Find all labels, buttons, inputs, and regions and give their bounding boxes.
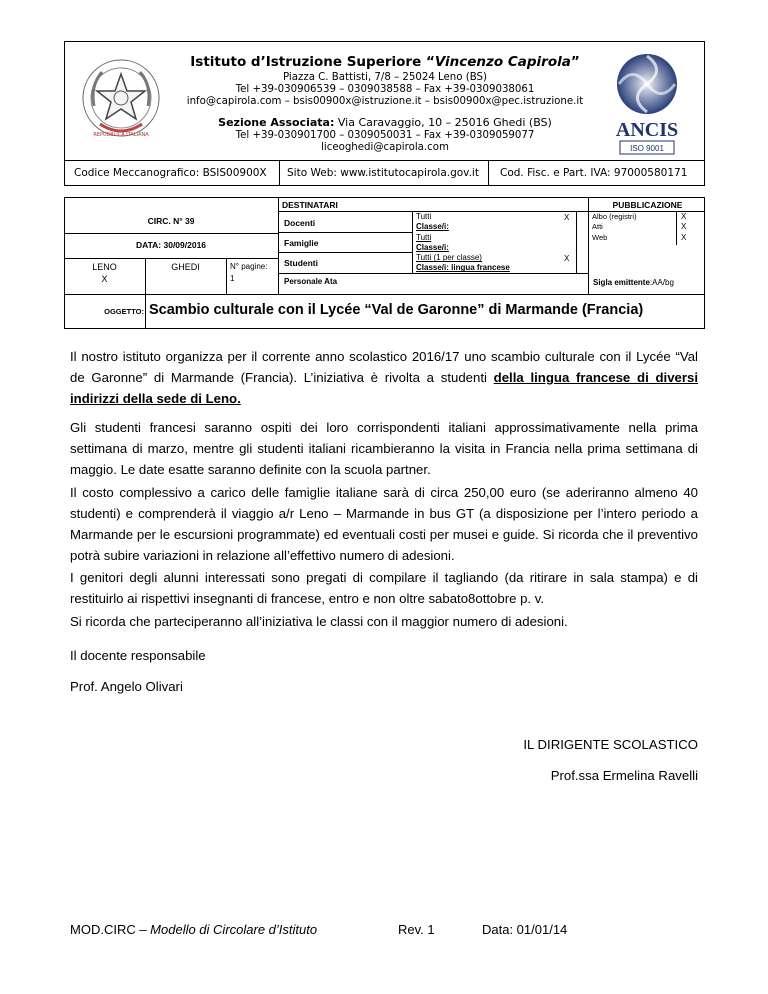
docente-label: Il docente responsabile bbox=[70, 648, 206, 663]
paragraph-parents: I genitori degli alunni interessati sono pregati di compilare il tagliando (da ritirare in sala stampa) e di restituirlo ai rispettivi insegnanti di francese, entro e non oltre sabato8ottobre p. v. bbox=[70, 570, 698, 606]
destinatari-rows bbox=[416, 212, 576, 274]
paragraph-costs: Il costo complessivo a carico delle famiglie italiane sarà di circa 250,00 euro (se aderiranno almeno 40 studenti) e comprenderà il viaggio a/r Leno – Marmande in bus GT (a disposizione per l’intero periodo a Marmande per le escursioni programmate) ed eventuali costi per musei e guide. Si ricorda che il preventivo potrà subire variazioni in relazione all’effettivo numero di adesioni. bbox=[70, 485, 698, 563]
footer-model: MOD.CIRC – Modello di Circolare d’Istituto bbox=[70, 922, 318, 937]
circ-date: DATA: 30/09/2016 bbox=[135, 240, 207, 250]
dirigente-label: IL DIRIGENTE SCOLASTICO bbox=[523, 737, 698, 752]
institute-title: Istituto d’Istruzione Superiore “Vincenzo Capirola” bbox=[190, 54, 580, 70]
institute-phones: Tel +39-030906539 – 0309038588 – Fax +39-0309038061 bbox=[235, 84, 535, 95]
sede-leno: LENO bbox=[92, 262, 117, 272]
sigla-emittente: Sigla emittente:AA/bg bbox=[593, 278, 674, 287]
fiscal-code: Cod. Fisc. e Part. IVA: 97000580171 bbox=[500, 167, 688, 179]
pagine-value: 1 bbox=[230, 274, 235, 283]
paragraph-intro: Il nostro istituto organizza per il corrente anno scolastico 2016/17 uno scambio culturale con il Lycée “Val de Garonne” di Marmande (Francia). L’iniziativa è rivolta a studenti della lingua francese di diversi indirizzi della sede di Leno. bbox=[70, 349, 698, 406]
mark-studenti-tutti: X bbox=[564, 254, 570, 263]
paragraph-classes: Si ricorda che parteciperanno all’iniziativa le classi con il maggior numero di adesioni. bbox=[70, 614, 568, 629]
pub-atti: Atti bbox=[592, 222, 603, 232]
footer-date: Data: 01/01/14 bbox=[482, 922, 568, 937]
paragraph-dates: Gli studenti francesi saranno ospiti dei loro corrispondenti italiani approssimativamente nella prima settimana di marzo, mentre gli studenti italiani ricambieranno la visita in Francia nella prima settimana di maggio. Le date esatte saranno definite con la scuola partner. bbox=[70, 420, 698, 477]
row-docenti-tutti: Tutti bbox=[416, 212, 432, 221]
destinatari-label: DESTINATARI bbox=[282, 200, 338, 210]
svg-text:ANCIS: ANCIS bbox=[615, 119, 679, 141]
row-docenti-classi: Classe/i: bbox=[416, 222, 449, 232]
studenti-label: Studenti bbox=[284, 258, 318, 268]
personale-label: Personale Ata bbox=[284, 277, 338, 286]
pagine-label: N° pagine: bbox=[230, 262, 268, 271]
oggetto-text: Scambio culturale con il Lycée “Val de Garonne” di Marmande (Francia) bbox=[149, 302, 644, 318]
sezione-email: liceoghedi@capirola.com bbox=[321, 142, 449, 153]
pub-web: Web bbox=[592, 232, 608, 242]
footer-revision: Rev. 1 bbox=[398, 922, 435, 937]
pubblicazione-label: PUBBLICAZIONE bbox=[612, 200, 683, 210]
row-studenti-classi: Classe/i: lingua francese bbox=[416, 263, 510, 273]
institute-emails: info@capirola.com – bsis00900x@istruzione.it – bsis00900x@pec.istruzione.it bbox=[186, 96, 584, 107]
famiglie-label: Famiglie bbox=[284, 238, 319, 248]
letterhead-divider bbox=[64, 160, 705, 161]
circ-number: CIRC. N° 39 bbox=[147, 216, 195, 226]
row-famiglie-tutti: Tutti bbox=[416, 232, 432, 242]
pubblicazione-marks: X X X bbox=[681, 212, 687, 242]
emblem-text: REPUBBLICA ITALIANA bbox=[93, 132, 149, 138]
row-studenti-tutti: Tutti (1 per classe) bbox=[416, 253, 482, 263]
sede-ghedi: GHEDI bbox=[171, 262, 200, 272]
institute-address: Piazza C. Battisti, 7/8 – 25024 Leno (BS) bbox=[283, 72, 487, 83]
mark-docenti-tutti: X bbox=[564, 213, 570, 222]
row-famiglie-classi: Classe/i: bbox=[416, 242, 449, 252]
docente-name: Prof. Angelo Olivari bbox=[70, 679, 183, 694]
sede-leno-mark: X bbox=[101, 274, 108, 284]
sezione-phones: Tel +39-030901700 – 0309050031 – Fax +39-0309059077 bbox=[235, 130, 535, 141]
ancis-logo bbox=[606, 50, 688, 156]
docenti-label: Docenti bbox=[284, 218, 316, 228]
oggetto-label: OGGETTO: bbox=[104, 307, 144, 316]
pubblicazione-rows bbox=[592, 212, 676, 243]
codice-meccanografico: Codice Meccanografico: BSIS00900X bbox=[74, 167, 267, 179]
pub-albo: Albo (registri) bbox=[592, 212, 637, 221]
dirigente-name: Prof.ssa Ermelina Ravelli bbox=[550, 768, 698, 783]
website: Sito Web: www.istitutocapirola.gov.it bbox=[287, 167, 479, 179]
sezione-associata: Sezione Associata: Via Caravaggio, 10 – 25016 Ghedi (BS) bbox=[218, 116, 552, 129]
svg-text:ISO 9001: ISO 9001 bbox=[630, 144, 664, 153]
